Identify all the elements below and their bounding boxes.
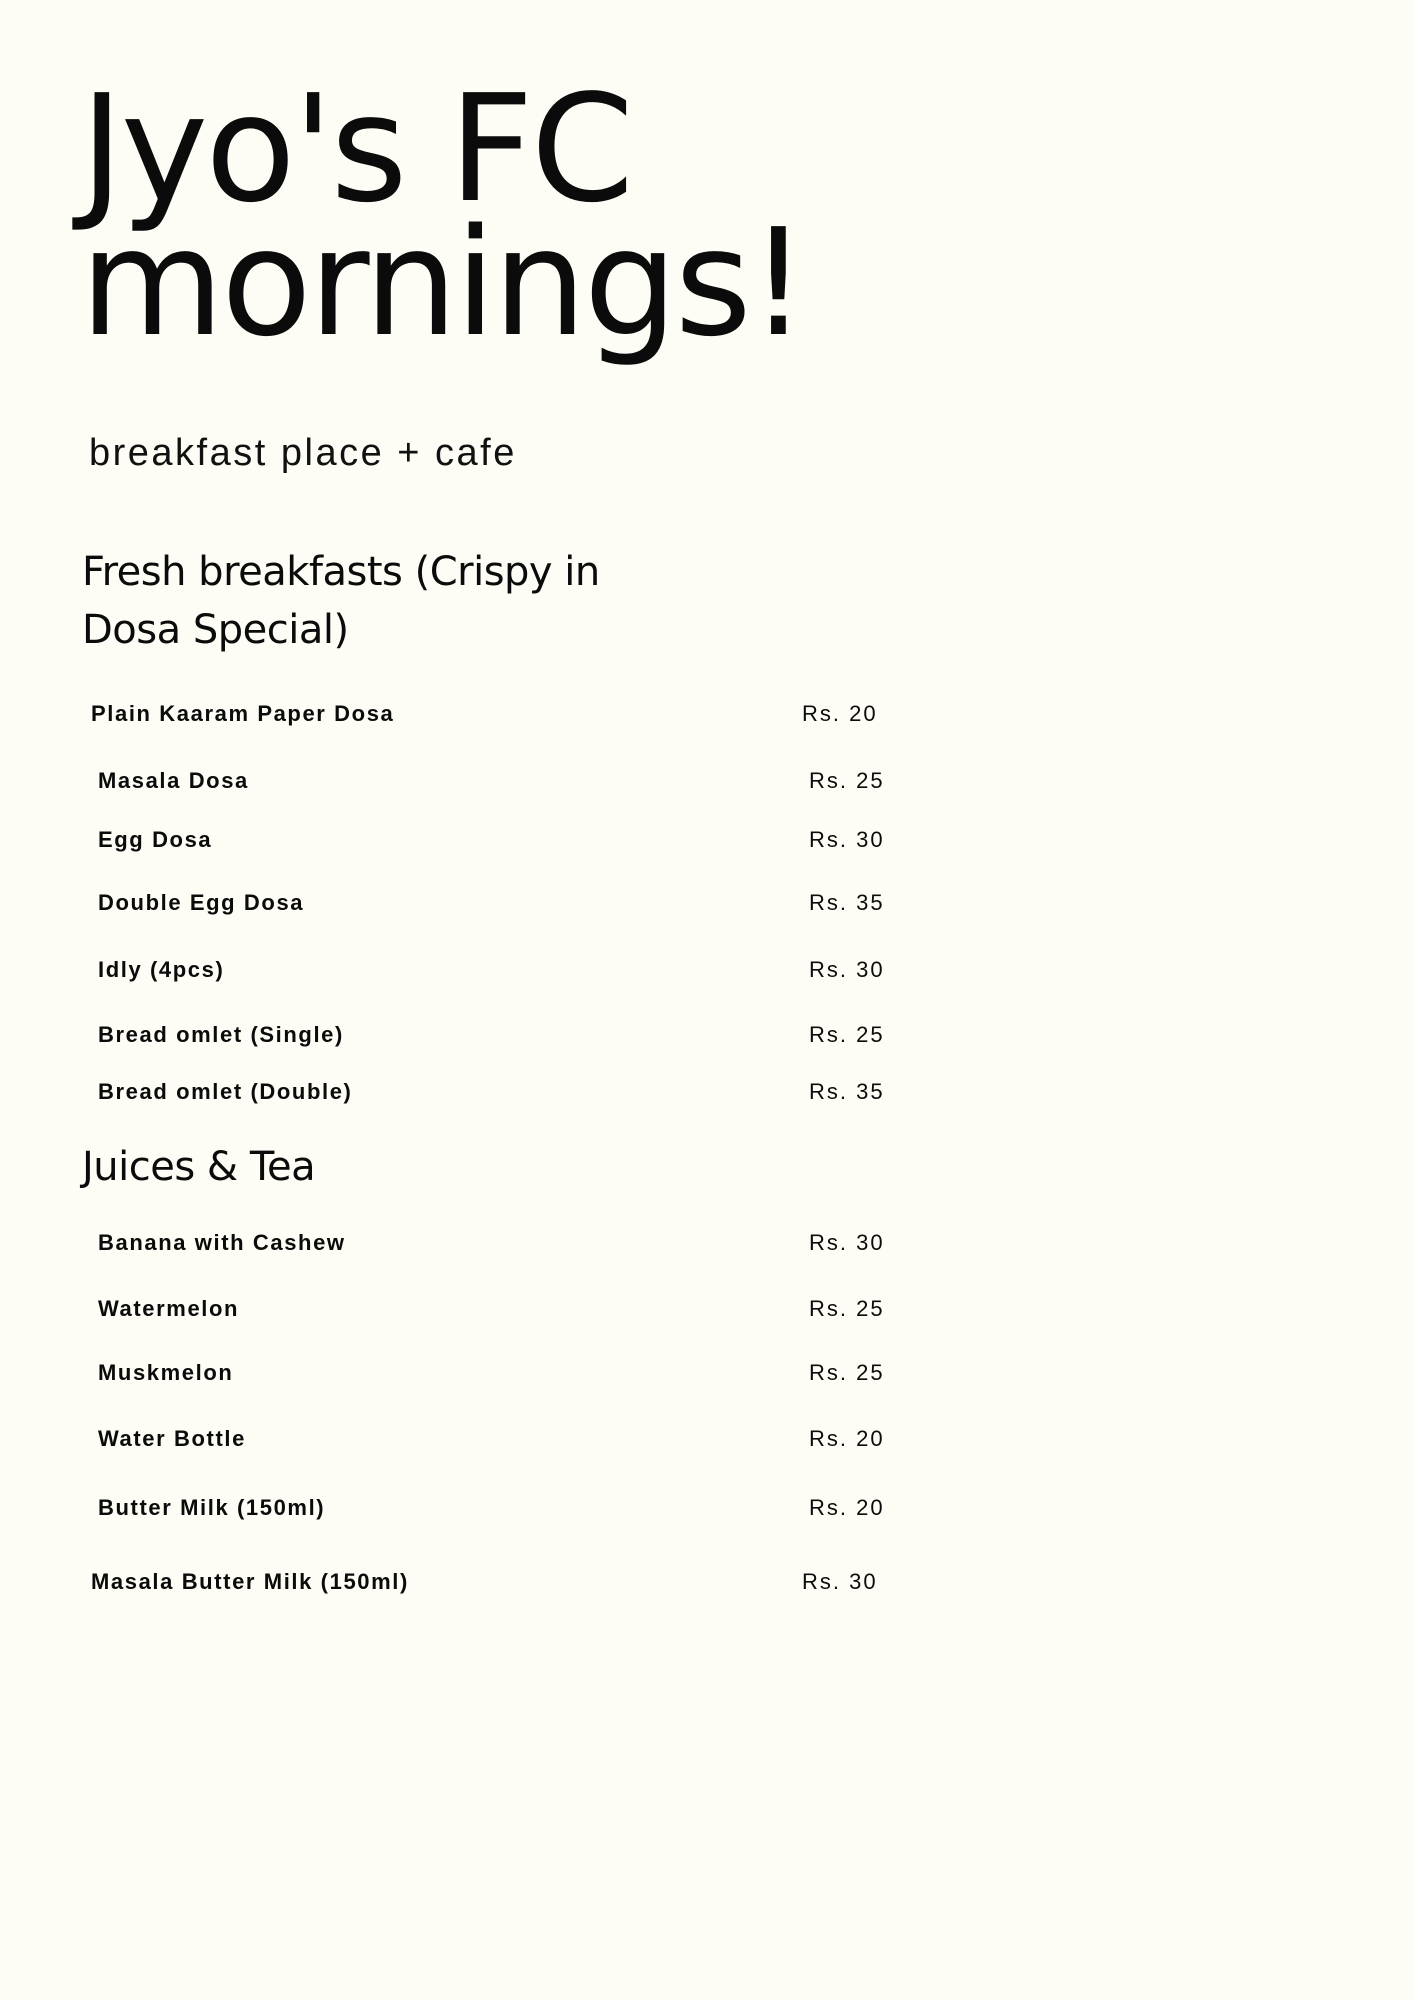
menu-item-name: Bread omlet (Double): [98, 1079, 353, 1104]
subtitle: breakfast place + cafe: [89, 432, 517, 474]
menu-item-price: Rs. 25: [809, 1296, 885, 1321]
menu-item-price: Rs. 20: [809, 1426, 885, 1451]
menu-item-price: Rs. 30: [809, 827, 885, 852]
section-heading-breakfasts-line-1: Fresh breakfasts (Crispy in: [82, 549, 600, 595]
menu-item-name: Banana with Cashew: [98, 1230, 346, 1255]
menu-item-name: Butter Milk (150ml): [98, 1495, 326, 1520]
menu-item-name: Bread omlet (Single): [98, 1022, 344, 1047]
menu-item-price: Rs. 25: [809, 1022, 885, 1047]
menu-item-price: Rs. 25: [809, 768, 885, 793]
section-heading-juices: Juices & Tea: [82, 1144, 316, 1190]
menu-item-name: Masala Dosa: [98, 768, 249, 793]
menu-item-name: Double Egg Dosa: [98, 890, 305, 915]
menu-item-name: Watermelon: [98, 1296, 240, 1321]
menu-item-price: Rs. 20: [809, 1495, 885, 1520]
title-line-1: Jyo's FC: [80, 63, 632, 235]
title-line-2: mornings!: [80, 197, 806, 369]
menu-item-price: Rs. 35: [809, 1079, 885, 1104]
menu-item-price: Rs. 35: [809, 890, 885, 915]
menu-item-name: Idly (4pcs): [98, 957, 225, 982]
menu-item-price: Rs. 30: [802, 1569, 878, 1594]
menu-item-name: Plain Kaaram Paper Dosa: [91, 701, 395, 726]
menu-item-name: Masala Butter Milk (150ml): [91, 1569, 409, 1594]
menu-item-price: Rs. 25: [809, 1360, 885, 1385]
menu-item-name: Muskmelon: [98, 1360, 234, 1385]
menu-item-name: Water Bottle: [98, 1426, 246, 1451]
menu-item-price: Rs. 30: [809, 1230, 885, 1255]
menu-item-name: Egg Dosa: [98, 827, 213, 852]
menu-item-price: Rs. 30: [809, 957, 885, 982]
section-heading-breakfasts-line-2: Dosa Special): [82, 607, 349, 653]
menu-item-price: Rs. 20: [802, 701, 878, 726]
